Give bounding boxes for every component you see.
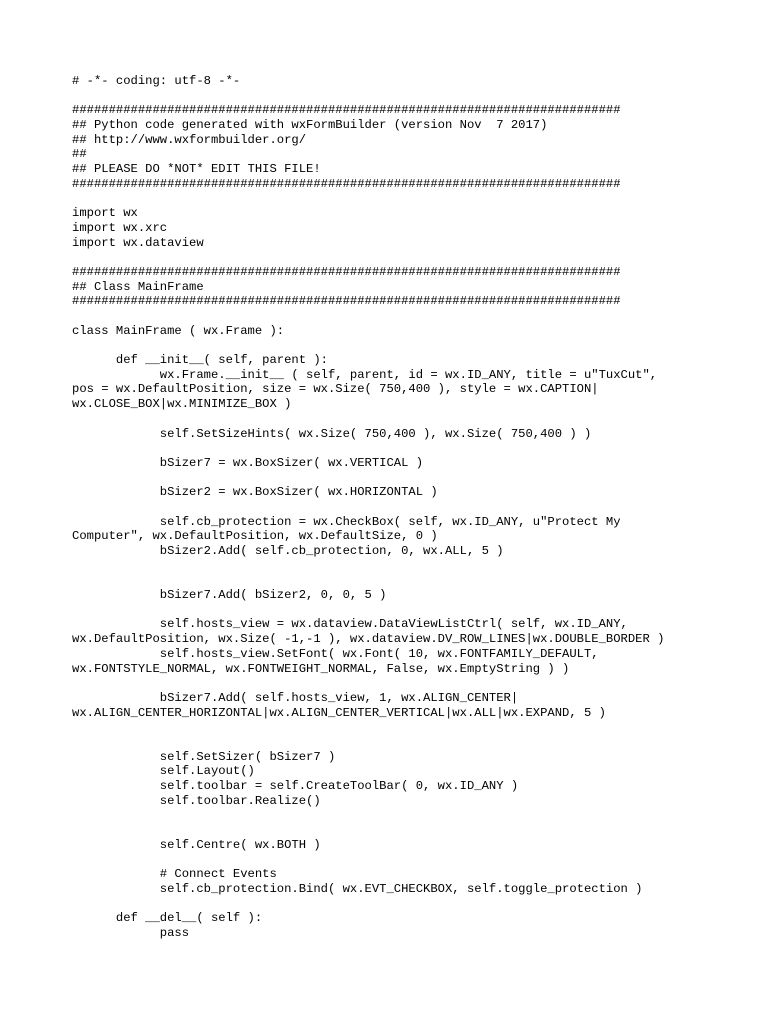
code-line: self.SetSizer( bSizer7 ): [72, 749, 336, 764]
code-line: class MainFrame ( wx.Frame ):: [72, 323, 285, 338]
code-line: ##: [72, 147, 87, 162]
code-line: bSizer7.Add( self.hosts_view, 1, wx.ALIGN_CENTER|: [72, 690, 519, 705]
code-line: ###########################################################################: [72, 103, 621, 118]
code-line: self.cb_protection.Bind( wx.EVT_CHECKBOX, self.toggle_protection ): [72, 881, 643, 896]
code-line: [72, 676, 752, 691]
code-line: # -*- coding: utf-8 -*-: [72, 74, 241, 88]
code-line: [72, 720, 752, 735]
code-line: ###########################################################################: [72, 176, 621, 191]
code-line: [72, 309, 752, 324]
code-line: [72, 338, 752, 353]
code-line: self.SetSizeHints( wx.Size( 750,400 ), wx.Size( 750,400 ) ): [72, 426, 592, 441]
code-line: self.hosts_view.SetFont( wx.Font( 10, wx.FONTFAMILY_DEFAULT,: [72, 646, 599, 661]
code-line: import wx.xrc: [72, 220, 168, 235]
code-line: ## Python code generated with wxFormBuilder (version Nov 7 2017): [72, 118, 548, 133]
code-line: [72, 823, 752, 838]
code-line: self.Layout(): [72, 764, 255, 779]
code-line: ## http://www.wxformbuilder.org/: [72, 132, 307, 147]
code-line: bSizer2 = wx.BoxSizer( wx.HORIZONTAL ): [72, 485, 438, 500]
code-line: [72, 441, 752, 456]
code-line: [72, 573, 752, 588]
code-line: Computer", wx.DefaultPosition, wx.DefaultSize, 0 ): [72, 529, 438, 544]
code-line: [72, 412, 752, 427]
code-line: pos = wx.DefaultPosition, size = wx.Size( 750,400 ), style = wx.CAPTION|: [72, 382, 599, 397]
code-line: self.toolbar = self.CreateToolBar( 0, wx.ID_ANY ): [72, 779, 519, 793]
code-line: [72, 500, 752, 515]
code-line: wx.DefaultPosition, wx.Size( -1,-1 ), wx.dataview.DV_ROW_LINES|wx.DOUBLE_BORDER ): [72, 632, 665, 647]
code-line: bSizer2.Add( self.cb_protection, 0, wx.ALL, 5 ): [72, 544, 504, 558]
code-line: bSizer7 = wx.BoxSizer( wx.VERTICAL ): [72, 455, 424, 470]
code-line: ## Class MainFrame: [72, 279, 204, 294]
code-line: wx.FONTSTYLE_NORMAL, wx.FONTWEIGHT_NORMAL, False, wx.EmptyString ) ): [72, 661, 570, 676]
code-line: [72, 471, 752, 486]
code-line: [72, 559, 752, 574]
code-line: [72, 808, 752, 823]
code-line: bSizer7.Add( bSizer2, 0, 0, 5 ): [72, 588, 387, 603]
code-line: self.hosts_view = wx.dataview.DataViewListCtrl( self, wx.ID_ANY,: [72, 617, 628, 632]
code-line: import wx: [72, 206, 138, 221]
code-line: [72, 852, 752, 867]
code-line: wx.ALIGN_CENTER_HORIZONTAL|wx.ALIGN_CENTER_VERTICAL|wx.ALL|wx.EXPAND, 5 ): [72, 705, 606, 720]
code-line: ###########################################################################: [72, 264, 621, 279]
code-line: ###########################################################################: [72, 294, 621, 309]
code-line: [72, 897, 752, 912]
code-line: wx.Frame.__init__ ( self, parent, id = wx.ID_ANY, title = u"TuxCut",: [72, 367, 658, 382]
code-line: wx.CLOSE_BOX|wx.MINIMIZE_BOX ): [72, 397, 292, 412]
code-line: [72, 250, 752, 265]
code-line: import wx.dataview: [72, 235, 204, 250]
code-line: ## PLEASE DO *NOT* EDIT THIS FILE!: [72, 162, 321, 177]
code-line: def __init__( self, parent ):: [72, 353, 328, 368]
code-line: self.cb_protection = wx.CheckBox( self, wx.ID_ANY, u"Protect My: [72, 514, 621, 529]
code-listing: [72, 74, 752, 941]
code-line: # Connect Events: [72, 867, 277, 882]
code-line: [72, 735, 752, 750]
code-line: [72, 603, 752, 618]
code-line: self.toolbar.Realize(): [72, 793, 321, 808]
code-line: [72, 89, 752, 104]
code-line: self.Centre( wx.BOTH ): [72, 837, 321, 852]
code-line: [72, 192, 752, 207]
code-line: pass: [72, 925, 190, 940]
code-line: def __del__( self ):: [72, 911, 263, 926]
